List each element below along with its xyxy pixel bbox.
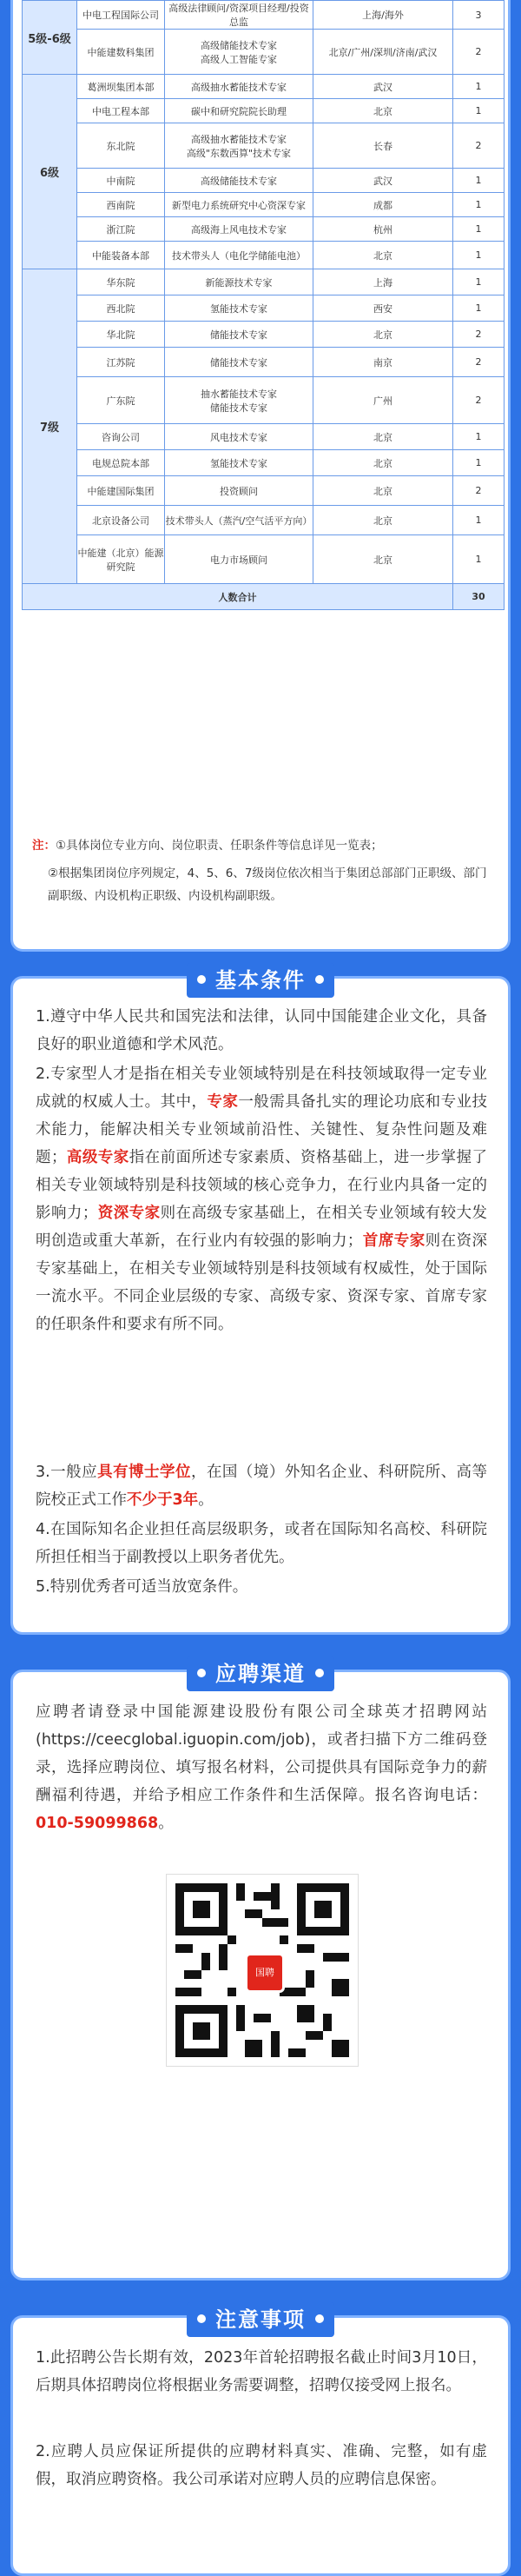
text: 一般需具备扎实的理论功底和专业技术能力，能解决相关专业领域前沿性、关键性、复杂性问题及难题； — [36, 1093, 488, 1166]
location-cell: 成都 — [313, 193, 453, 217]
qr-code[interactable] — [166, 1874, 359, 2067]
count-cell: 1 — [453, 269, 505, 295]
table-row — [23, 169, 505, 193]
condition-5: 5.特别优秀者可适当放宽条件。 — [36, 1578, 248, 1596]
unit-cell: 咨询公司 — [77, 424, 165, 450]
location-cell: 上海/海外 — [313, 1, 453, 30]
total-label: 人数合计 — [23, 584, 453, 610]
position-cell: 储能技术专家 — [165, 322, 313, 348]
unit-cell: 中能建（北京）能源研究院 — [77, 535, 165, 584]
location-cell: 南京 — [313, 348, 453, 377]
count-cell: 2 — [453, 123, 505, 169]
unit-cell: 中电工程本部 — [77, 99, 165, 123]
count-cell: 2 — [453, 322, 505, 348]
location-cell: 长春 — [313, 123, 453, 169]
level-cell: 6级 — [23, 75, 77, 269]
count-cell: 1 — [453, 535, 505, 584]
notices-card — [10, 2307, 511, 2576]
position-cell: 电力市场顾问 — [165, 535, 313, 584]
table-row — [23, 506, 505, 535]
unit-cell: 东北院 — [77, 123, 165, 169]
text: 。 — [198, 1491, 214, 1509]
unit-cell: 西北院 — [77, 295, 165, 322]
position-cell: 抽水蓄能技术专家 储能技术专家 — [165, 377, 313, 424]
recruitment-link[interactable]: https://ceecglobal.iguopin.com/job — [41, 1731, 305, 1749]
position-cell: 新型电力系统研究中心资深专家 — [165, 193, 313, 217]
table-row — [23, 424, 505, 450]
unit-cell: 华东院 — [77, 269, 165, 295]
unit-cell: 西南院 — [77, 193, 165, 217]
keyword: 资深专家 — [97, 1205, 161, 1222]
table-row — [23, 217, 505, 242]
count-cell: 1 — [453, 75, 505, 99]
location-cell: 北京 — [313, 450, 453, 476]
conditions-card — [10, 968, 511, 1635]
table-row — [23, 269, 505, 295]
notice-2: 2.应聘人员应保证所提供的应聘材料真实、准确、完整，如有虚假，取消应聘资格。我公司承诺对应聘人员的应聘信息保密。 — [36, 2443, 487, 2488]
count-cell: 1 — [453, 295, 505, 322]
position-cell: 储能技术专家 — [165, 348, 313, 377]
count-cell: 2 — [453, 30, 505, 75]
count-cell: 1 — [453, 242, 505, 269]
count-cell: 2 — [453, 348, 505, 377]
location-cell: 西安 — [313, 295, 453, 322]
channel-text — [36, 1698, 487, 1837]
note-2: ②根据集团岗位序列规定，4、5、6、7级岗位依次相当于集团总部部门正职级、部门副职级、内设机构正职级、内设机构副职级。 — [48, 866, 487, 903]
table-row — [23, 322, 505, 348]
keyword: 高级专家 — [66, 1149, 129, 1166]
unit-cell: 葛洲坝集团本部 — [77, 75, 165, 99]
qr-logo: 国聘 — [245, 1953, 285, 1993]
table-row — [23, 193, 505, 217]
table-row — [23, 450, 505, 476]
location-cell: 武汉 — [313, 75, 453, 99]
note-prefix: 注： — [32, 839, 56, 853]
position-cell: 技术带头人（电化学储能电池） — [165, 242, 313, 269]
table-row — [23, 30, 505, 75]
position-cell: 高级海上风电技术专家 — [165, 217, 313, 242]
unit-cell: 中南院 — [77, 169, 165, 193]
location-cell: 广州 — [313, 377, 453, 424]
unit-cell: 中能装备本部 — [77, 242, 165, 269]
level-cell: 5级-6级 — [23, 1, 77, 75]
keyword: 专家 — [207, 1093, 239, 1111]
unit-cell: 电规总院本部 — [77, 450, 165, 476]
count-cell: 2 — [453, 377, 505, 424]
unit-cell: 浙江院 — [77, 217, 165, 242]
position-cell: 技术带头人（蒸汽/空气活平方向） — [165, 506, 313, 535]
table-row — [23, 476, 505, 506]
table-row — [23, 242, 505, 269]
location-cell: 北京 — [313, 424, 453, 450]
condition-1: 1.遵守中华人民共和国宪法和法律，认同中国能建企业文化，具备良好的职业道德和学术风范。 — [36, 1008, 487, 1053]
location-cell: 北京/广州/深圳/济南/武汉 — [313, 30, 453, 75]
text: 。 — [158, 1815, 174, 1832]
text: 则在资深专家基础上，在相关专业领域特别是科技领域有权威性，处于国际一流水平。不同企业层级的专家、高级专家、资深专家、首席专家的任职条件和要求有所不同。 — [36, 1232, 488, 1333]
location-cell: 北京 — [313, 99, 453, 123]
total-value: 30 — [453, 584, 505, 610]
position-cell: 新能源技术专家 — [165, 269, 313, 295]
table-row — [23, 75, 505, 99]
total-row — [23, 584, 505, 610]
position-cell: 风电技术专家 — [165, 424, 313, 450]
unit-cell: 江苏院 — [77, 348, 165, 377]
notice-1: 1.此招聘公告长期有效，2023年首轮招聘报名截止时间3月10日，后期具体招聘岗位将根据业务需要调整，招聘仅接受网上报名。 — [36, 2349, 487, 2394]
table-row — [23, 1, 505, 30]
text: 应聘者请登录中国能源建设股份有限公司全球英才招聘网站( — [36, 1703, 487, 1749]
table-row — [23, 535, 505, 584]
count-cell: 1 — [453, 99, 505, 123]
unit-cell: 华北院 — [77, 322, 165, 348]
table-row — [23, 295, 505, 322]
count-cell: 1 — [453, 424, 505, 450]
text: ，在国（境）外知名企业、科研院所、高等院校正式工作 — [36, 1464, 488, 1509]
channel-card — [10, 1662, 511, 2281]
unit-cell: 北京设备公司 — [77, 506, 165, 535]
unit-cell: 广东院 — [77, 377, 165, 424]
condition-4: 4.在国际知名企业担任高层级职务，或者在国际知名高校、科研院所担任相当于副教授以上职务者优先。 — [36, 1521, 487, 1566]
location-cell: 北京 — [313, 535, 453, 584]
count-cell: 1 — [453, 193, 505, 217]
condition-2 — [36, 1060, 487, 1338]
keyword: 具有博士学位 — [97, 1464, 191, 1481]
table-row — [23, 377, 505, 424]
position-cell: 氢能技术专家 — [165, 450, 313, 476]
count-cell: 1 — [453, 506, 505, 535]
text: 则在高级专家基础上，在相关专业领域有较大发明创造或重大革新，在行业内有较强的影响力； — [36, 1205, 488, 1250]
level-cell: 7级 — [23, 269, 77, 584]
count-cell: 1 — [453, 450, 505, 476]
text: 3.一般应 — [36, 1464, 98, 1481]
positions-table-card — [10, 0, 511, 952]
position-cell: 高级储能技术专家 — [165, 169, 313, 193]
position-cell: 碳中和研究院院长助理 — [165, 99, 313, 123]
unit-cell: 中能建数科集团 — [77, 30, 165, 75]
note-1 — [32, 834, 492, 857]
positions-table — [22, 0, 505, 610]
position-cell: 高级抽水蓄能技术专家 — [165, 75, 313, 99]
location-cell: 北京 — [313, 476, 453, 506]
table-row — [23, 99, 505, 123]
position-cell: 高级抽水蓄能技术专家 高级"东数西算"技术专家 — [165, 123, 313, 169]
keyword: 首席专家 — [362, 1232, 425, 1250]
position-cell: 氢能技术专家 — [165, 295, 313, 322]
table-row — [23, 348, 505, 377]
section-title: 注意事项 — [187, 2302, 334, 2337]
section-title: 基本条件 — [187, 963, 334, 998]
text: 2.专家型人才是指在相关专业领域特别是在科技领域取得一定专业成就的权威人士。其中， — [36, 1066, 487, 1111]
text: 指在前面所述专家素质、资格基础上，进一步掌握了相关专业领域特别是科技领域的核心竞争力，在行业内具备一定的影响力； — [36, 1149, 488, 1222]
count-cell: 2 — [453, 476, 505, 506]
section-title: 应聘渠道 — [187, 1656, 334, 1691]
count-cell: 1 — [453, 217, 505, 242]
count-cell: 3 — [453, 1, 505, 30]
position-cell: 高级储能技术专家 高级人工智能专家 — [165, 30, 313, 75]
location-cell: 北京 — [313, 242, 453, 269]
text: )，或者扫描下方二维码登录，选择应聘岗位、填写报名材料，公司提供具有国际竞争力的薪酬福利待遇，并给予相应工作条件和生活保障。报名咨询电话： — [36, 1731, 487, 1804]
phone-number: 010-59099868 — [36, 1815, 159, 1832]
position-cell: 高级法律顾问/资深项目经理/投资总监 — [165, 1, 313, 30]
keyword: 不少于3年 — [127, 1491, 199, 1509]
location-cell: 杭州 — [313, 217, 453, 242]
location-cell: 上海 — [313, 269, 453, 295]
unit-cell: 中电工程国际公司 — [77, 1, 165, 30]
location-cell: 武汉 — [313, 169, 453, 193]
table-row — [23, 123, 505, 169]
unit-cell: 中能建国际集团 — [77, 476, 165, 506]
location-cell: 北京 — [313, 322, 453, 348]
location-cell: 北京 — [313, 506, 453, 535]
condition-3 — [36, 1458, 487, 1514]
count-cell: 1 — [453, 169, 505, 193]
position-cell: 投资顾问 — [165, 476, 313, 506]
note-1-text: ①具体岗位专业方向、岗位职责、任职条件等信息详见一览表； — [56, 839, 383, 853]
